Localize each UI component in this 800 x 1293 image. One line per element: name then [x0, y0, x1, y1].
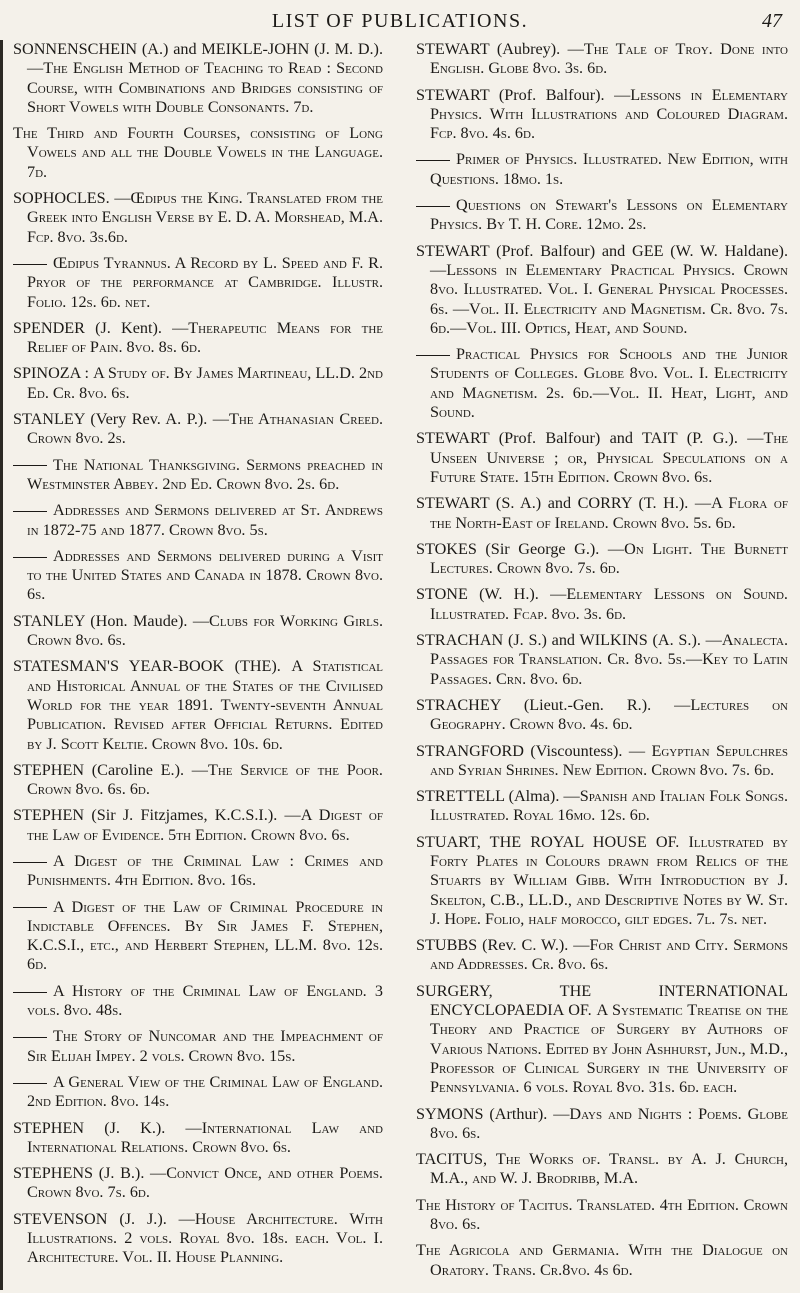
entry-description: —Days and Nights : Poems. Globe 8vo. 6s.	[430, 1104, 788, 1142]
entry-description: —The Tale of Troy. Done into English. Globe 8vo. 3s. 6d.	[430, 40, 788, 78]
entry-description: —On Light. The Burnett Lectures. Crown 8vo. 7s. 6d.	[430, 539, 788, 578]
entry-description: The National Thanksgiving. Sermons preached in Westminster Abbey. 2nd Ed. Crown 8vo. 2s. 6d.	[27, 455, 383, 493]
entry-description: —International Law and International Relations. Crown 8vo. 6s.	[27, 1118, 383, 1156]
entry-description: Practical Physics for Schools and the Junior Students of Colleges. Globe 8vo. Vol. I. Electricity and Magnetism. 2s. 6d.—Vol. II. Heat, Light, and Sound.	[430, 345, 788, 422]
entry-description: —A Flora of the North-East of Ireland. Crown 8vo. 5s. 6d.	[430, 494, 788, 532]
entry-author: STEPHENS (J. B.).	[13, 1164, 151, 1183]
entry-description: —Lessons in Elementary Practical Physics. Crown 8vo. Illustrated. Vol. I. General Physical Processes. 6s. —Vol. II. Electricity and Magnetism. Cr. 8vo. 7s. 6d.—Vol. III. Optics, Heat, and Sound.	[430, 260, 788, 337]
entry-description: A Study of. By James Martineau, LL.D. 2nd Ed. Cr. 8vo. 6s.	[27, 364, 383, 402]
entry-author: STATESMAN'S YEAR-BOOK (THE).	[13, 657, 292, 676]
catalog-entry	[13, 501, 383, 540]
catalog-entry	[13, 1164, 383, 1203]
catalog-entry	[416, 833, 788, 929]
entry-author: STEPHEN (Caroline E.).	[13, 760, 192, 779]
catalog-entry	[13, 1073, 383, 1112]
catalog-entry	[13, 761, 383, 800]
entry-description: Œdipus Tyrannus. A Record by L. Speed and F. R. Pryor of the performance at Cambridge. Illustr. Folio. 12s. 6d. net.	[27, 253, 383, 311]
ditto-dash	[13, 1083, 47, 1084]
entry-author: SYMONS (Arthur).	[416, 1104, 554, 1123]
catalog-entry	[416, 429, 788, 487]
entry-description: —Clubs for Working Girls. Crown 8vo. 6s.	[27, 611, 383, 650]
catalog-entry	[13, 612, 383, 651]
entry-description: A History of the Criminal Law of England. 3 vols. 8vo. 48s.	[27, 981, 383, 1020]
entry-author: STEVENSON (J. J.).	[13, 1209, 179, 1228]
entry-description: A General View of the Criminal Law of England. 2nd Edition. 8vo. 14s.	[27, 1072, 383, 1111]
entry-author: STEWART (Prof. Balfour).	[416, 85, 615, 104]
catalog-entry	[13, 1119, 383, 1158]
entry-description: —A Digest of the Law of Evidence. 5th Edition. Crown 8vo. 6s.	[27, 806, 383, 844]
catalog-entry	[416, 742, 788, 781]
entry-author: SPENDER (J. Kent).	[13, 318, 173, 337]
catalog-entry	[416, 1150, 788, 1189]
catalog-entry	[416, 494, 788, 533]
entry-author: STANLEY (Hon. Maude).	[13, 611, 193, 630]
page-number: 47	[762, 10, 782, 32]
catalog-entry	[13, 410, 383, 449]
entry-author: STUBBS (Rev. C. W.).	[416, 936, 574, 955]
entry-description: The History of Tacitus. Translated. 4th Edition. Crown 8vo. 6s.	[416, 1195, 788, 1234]
ditto-dash	[13, 465, 47, 466]
catalog-entry	[13, 657, 383, 753]
catalog-entry	[13, 806, 383, 845]
entry-author: STRACHEY (Lieut.-Gen. R.).	[416, 695, 675, 714]
entry-description: —House Architecture. With Illustrations. 2 vols. Royal 8vo. 18s. each. Vol. I. Architecture. Vol. II. House Planning.	[27, 1209, 383, 1267]
catalog-entry	[13, 124, 383, 182]
entry-description: —The English Method of Teaching to Read : Second Course, with Combinations and Bridges consisting of Short Vowels with Double Consonants. 7d.	[27, 59, 383, 116]
ditto-dash	[13, 907, 47, 908]
entry-author: SOPHOCLES.	[13, 189, 115, 208]
entry-description: The Agricola and Germania. With the Dialogue on Oratory. Trans. Cr.8vo. 4s 6d.	[416, 1241, 788, 1279]
catalog-entry	[416, 982, 788, 1098]
ditto-dash	[13, 1037, 47, 1038]
entry-description: A Digest of the Criminal Law : Crimes and Punishments. 4th Edition. 8vo. 16s.	[27, 851, 383, 890]
entry-description: —Therapeutic Means for the Relief of Pain. 8vo. 8s. 6d.	[27, 318, 383, 357]
entry-author: SURGERY, THE INTERNATIONAL ENCYCLOPAEDIA OF.	[416, 981, 788, 1020]
entry-description: Primer of Physics. Illustrated. New Edition, with Questions. 18mo. 1s.	[430, 150, 788, 188]
entry-author: STEWART (S. A.) and CORRY (T. H.).	[416, 494, 695, 513]
entry-description: —The Unseen Universe ; or, Physical Speculations on a Future State. 15th Edition. Crown 8vo. 6s.	[430, 429, 788, 486]
entry-author: STRETTELL (Alma).	[416, 787, 564, 806]
ditto-dash	[13, 511, 47, 512]
catalog-entry	[416, 1241, 788, 1280]
entry-description: The Story of Nuncomar and the Impeachment of Sir Elijah Impey. 2 vols. Crown 8vo. 15s.	[27, 1027, 383, 1065]
catalog-entry	[416, 345, 788, 422]
entry-author: SONNENSCHEIN (A.) and MEIKLE-JOHN (J. M. D.).	[13, 40, 383, 58]
entry-description: The Works of. Transl. by A. J. Church, M.A., and W. J. Brodribb, M.A.	[430, 1150, 788, 1188]
catalog-entry	[416, 631, 788, 689]
entry-description: Addresses and Sermons delivered at St. Andrews in 1872-75 and 1877. Crown 8vo. 5s.	[27, 501, 383, 539]
catalog-entry	[13, 364, 383, 403]
catalog-entry	[13, 1210, 383, 1268]
catalog-entry	[416, 585, 788, 624]
entry-description: A Digest of the Law of Criminal Procedure in Indictable Offences. By Sir James F. Stephen, K.C.S.I., etc., and Herbert Stephen, LL.M. 8vo. 12s. 6d.	[27, 897, 383, 974]
catalog-entry	[416, 150, 788, 189]
catalog-entry	[416, 936, 788, 975]
catalog-entry	[416, 242, 788, 338]
entry-description: —Convict Once, and other Poems. Crown 8vo. 7s. 6d.	[27, 1164, 383, 1202]
entry-author: SPINOZA :	[13, 364, 94, 383]
catalog-entry	[13, 982, 383, 1021]
entry-author: STEPHEN (Sir J. Fitzjames, K.C.S.I.).	[13, 806, 285, 825]
catalog-entry	[416, 86, 788, 144]
entry-author: TACITUS,	[416, 1150, 496, 1169]
entry-description: — Egyptian Sepulchres and Syrian Shrines. New Edition. Crown 8vo. 7s. 6d.	[430, 741, 788, 779]
entry-description: —The Athanasian Creed. Crown 8vo. 2s.	[27, 410, 383, 448]
catalog-entry	[416, 540, 788, 579]
catalog-entry	[13, 547, 383, 605]
catalog-entry	[13, 852, 383, 891]
entry-description: The Third and Fourth Courses, consisting of Long Vowels and all the Double Vowels in the Language. 7d.	[13, 124, 383, 181]
entry-author: STEWART (Prof. Balfour) and TAIT (P. G.).	[416, 429, 748, 448]
page-edge-shadow	[0, 40, 3, 1290]
entry-author: STOKES (Sir George G.).	[416, 539, 608, 558]
ditto-dash	[13, 992, 47, 993]
entry-description: —Lessons in Elementary Physics. With Illustrations and Coloured Diagram. Fcp. 8vo. 4s. 6d.	[430, 85, 788, 143]
entry-description: —Lectures on Geography. Crown 8vo. 4s. 6d.	[430, 695, 788, 734]
ditto-dash	[13, 264, 47, 265]
entry-description: —Elementary Lessons on Sound. Illustrated. Fcap. 8vo. 3s. 6d.	[430, 585, 788, 623]
left-column	[13, 40, 383, 1275]
catalog-entry	[416, 1105, 788, 1144]
ditto-dash	[13, 557, 47, 558]
entry-author: STONE (W. H.).	[416, 585, 551, 604]
entry-description: —Œdipus the King. Translated from the Greek into English Verse by E. D. A. Morshead, M.A. Fcp. 8vo. 3s.6d.	[27, 189, 383, 246]
catalog-entry	[13, 40, 383, 117]
catalog-entry	[13, 1027, 383, 1066]
catalog-entry	[13, 319, 383, 358]
entry-description: —For Christ and City. Sermons and Addresses. Cr. 8vo. 6s.	[430, 936, 788, 974]
catalog-entry	[13, 189, 383, 247]
entry-description: —Analecta. Passages for Translation. Cr. 8vo. 5s.—Key to Latin Passages. Crn. 8vo. 6d.	[430, 631, 788, 688]
entry-author: STUART, THE ROYAL HOUSE OF.	[416, 832, 689, 851]
page-title: LIST OF PUBLICATIONS.	[271, 10, 529, 32]
catalog-entry	[416, 787, 788, 826]
entry-description: A Statistical and Historical Annual of the States of the Civilised World for the year 1891. Twenty-seventh Annual Publication. Revised after Official Returns. Edited by J. Scott Keltie. Crown 8vo. 10s. 6d.	[27, 657, 383, 753]
entry-description: —The Service of the Poor. Crown 8vo. 6s. 6d.	[27, 760, 383, 799]
right-column	[416, 40, 788, 1287]
entry-author: STRANGFORD (Viscountess).	[416, 741, 629, 760]
catalog-entry	[13, 898, 383, 975]
entry-author: STEWART (Aubrey).	[416, 40, 568, 58]
entry-description: Questions on Stewart's Lessons on Elementary Physics. By T. H. Core. 12mo. 2s.	[430, 196, 788, 234]
catalog-entry	[416, 40, 788, 79]
catalog-entry	[13, 456, 383, 495]
catalog-entry	[416, 196, 788, 235]
catalog-entry	[416, 696, 788, 735]
catalog-entry	[13, 254, 383, 312]
entry-author: STANLEY (Very Rev. A. P.).	[13, 410, 213, 429]
ditto-dash	[416, 355, 450, 356]
ditto-dash	[416, 160, 450, 161]
entry-author: STEPHEN (J. K.).	[13, 1118, 186, 1137]
entry-description: Addresses and Sermons delivered during a Visit to the United States and Canada in 1878. Crown 8vo. 6s.	[27, 546, 383, 604]
ditto-dash	[13, 862, 47, 863]
entry-author: STRACHAN (J. S.) and WILKINS (A. S.).	[416, 631, 706, 650]
entry-description: —Spanish and Italian Folk Songs. Illustrated. Royal 16mo. 12s. 6d.	[430, 787, 788, 825]
ditto-dash	[416, 206, 450, 207]
catalog-entry	[416, 1196, 788, 1235]
entry-description: Illustrated by Forty Plates in Colours drawn from Relics of the Stuarts by William Gibb. With Introduction by J. Skelton, C.B., LL.D., and Descriptive Notes by W. St. J. Hope. Folio, half morocco, gilt edges. 7l. 7s. net.	[430, 832, 788, 928]
entry-author: STEWART (Prof. Balfour) and GEE (W. W. Haldane).	[416, 241, 788, 260]
entry-description: A Systematic Treatise on the Theory and Practice of Surgery by Authors of Various Nations. Edited by John Ashhurst, Jun., M.D., Professor of Clinical Surgery in the University of Pennsylvania. 6 vols. Royal 8vo. 31s. 6d. each.	[430, 1001, 788, 1097]
